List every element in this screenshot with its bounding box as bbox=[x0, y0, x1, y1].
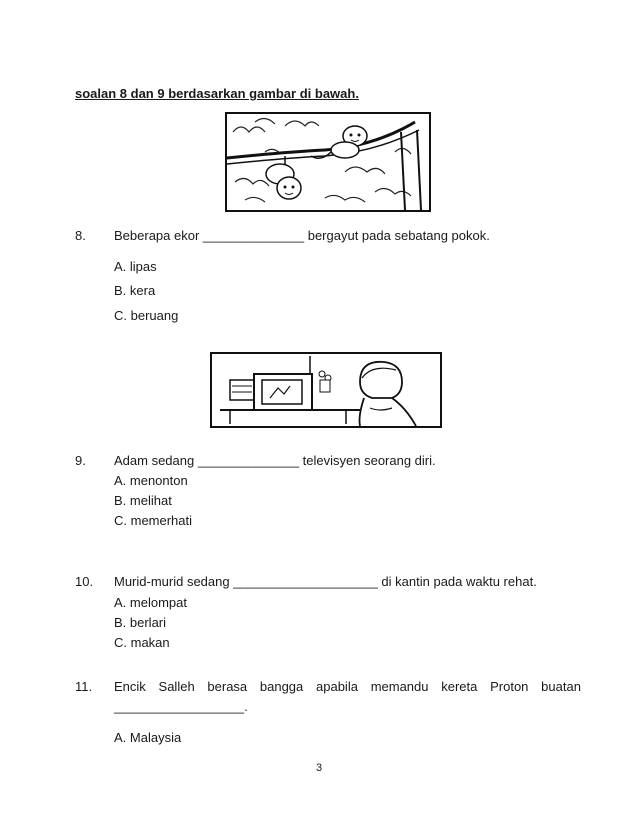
answer-option: A. melompat bbox=[114, 595, 187, 610]
boy-watching-tv-picture bbox=[210, 352, 442, 428]
instruction-heading: soalan 8 dan 9 berdasarkan gambar di bawah. bbox=[75, 86, 359, 101]
answer-option: C. makan bbox=[114, 635, 170, 650]
question-number: 9. bbox=[75, 453, 86, 468]
answer-option: B. kera bbox=[114, 283, 156, 298]
question-stem: Adam sedang ______________ televisyen seorang diri. bbox=[114, 453, 436, 468]
stem-word: kereta bbox=[441, 679, 478, 694]
answer-option: C. beruang bbox=[114, 308, 179, 323]
stem-word: bangga bbox=[259, 679, 304, 694]
answer-option: B. melihat bbox=[114, 493, 172, 508]
question-number: 10. bbox=[75, 574, 94, 589]
question-number: 11. bbox=[75, 679, 93, 694]
answer-option: A. lipas bbox=[114, 259, 157, 274]
monkeys-tree-picture bbox=[225, 112, 431, 212]
question-number: 8. bbox=[75, 228, 86, 243]
page-number: 3 bbox=[316, 762, 323, 774]
question-stem: Murid-murid sedang ____________________ di kantin pada waktu rehat. bbox=[114, 574, 537, 589]
answer-option: A. Malaysia bbox=[114, 730, 182, 745]
stem-word: Proton bbox=[490, 679, 529, 694]
stem-word: apabila bbox=[316, 679, 358, 694]
question-stem-line bbox=[114, 679, 581, 695]
stem-word: berasa bbox=[207, 679, 248, 694]
answer-option: A. menonton bbox=[114, 473, 188, 488]
answer-option: C. memerhati bbox=[114, 513, 193, 528]
stem-word: Salleh bbox=[158, 679, 195, 694]
stem-word: Encik bbox=[114, 679, 146, 694]
question-stem-line: __________________. bbox=[114, 699, 248, 714]
stem-word: memandu bbox=[370, 679, 429, 694]
stem-word: buatan bbox=[541, 679, 581, 694]
answer-option: B. berlari bbox=[114, 615, 167, 630]
question-stem: Beberapa ekor ______________ bergayut pada sebatang pokok. bbox=[114, 228, 490, 243]
